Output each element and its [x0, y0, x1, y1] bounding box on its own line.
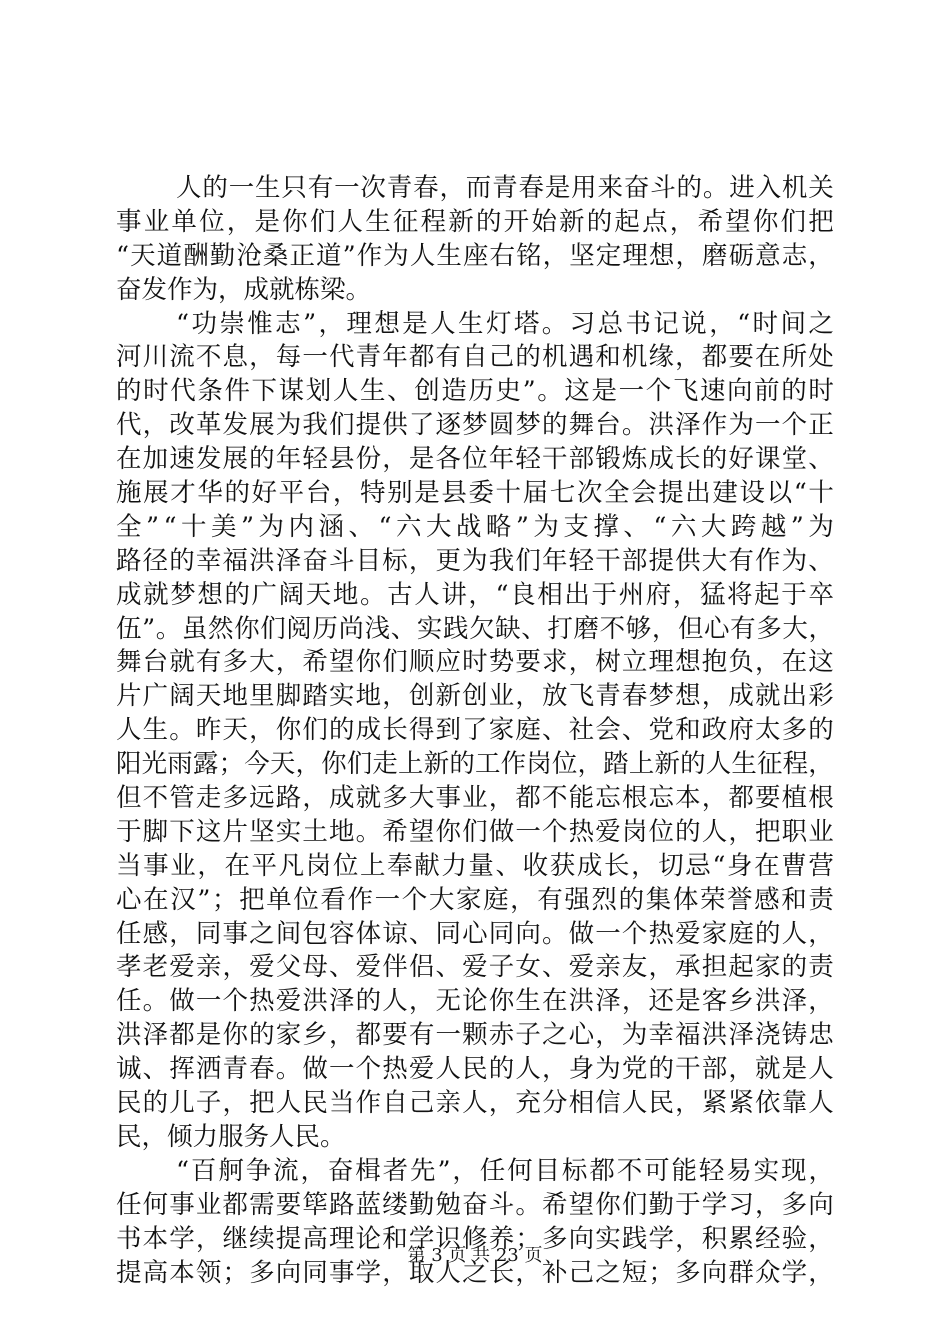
- text-line: 阳 光 雨 露 ； 今 天 ， 你 们 走 上 新 的 工 作 岗 位 ， 踏 上 新 的 人 生 征 程 ，: [116, 749, 834, 780]
- text-line: 成 就 梦 想 的 广 阔 天 地 。 古 人 讲 ， “ 良 相 出 于 州 府 ， 猛 将 起 于 卒: [116, 579, 834, 610]
- text-line: 民，倾力服务人民。: [116, 1121, 346, 1152]
- text-line: 于 脚 下 这 片 坚 实 土 地 。 希 望 你 们 做 一 个 热 爱 岗 位 的 人 ， 把 职 业: [116, 816, 834, 847]
- text-line: 提 高 本 领 ； 多 向 同 事 学 ， 取 人 之 长 ， 补 己 之 短 ； 多 向 群 众 学 ，: [116, 1257, 834, 1288]
- text-line: “ 天 道 酬 勤 沧 桑 正 道 ” 作 为 人 生 座 右 铭 ， 坚 定 理 想 ， 磨 砺 意 志 ，: [116, 240, 834, 271]
- text-line: 施 展 才 华 的 好 平 台 ， 特 别 是 县 委 十 届 七 次 全 会 提 出 建 设 以 “ 十: [116, 478, 834, 509]
- text-line: “ 百 舸 争 流 ， 奋 楫 者 先 ” ， 任 何 目 标 都 不 可 能 轻 易 实 现 ，: [176, 1155, 834, 1186]
- page-footer: 第 3 页 共 23 页: [407, 1245, 543, 1266]
- text-line: 路 径 的 幸 福 洪 泽 奋 斗 目 标 ， 更 为 我 们 年 轻 干 部 提 供 大 有 作 为 、: [116, 545, 834, 576]
- text-line: 诚 、 挥 洒 青 春 。 做 一 个 热 爱 人 民 的 人 ， 身 为 党 的 干 部 ， 就 是 人: [116, 1054, 834, 1085]
- text-line: 全 ” “ 十 美 ” 为 内 涵 、 “ 六 大 战 略 ” 为 支 撑 、 “ 六 大 跨 越 ” 为: [116, 511, 834, 542]
- text-line: “ 功 崇 惟 志 ” ， 理 想 是 人 生 灯 塔 。 习 总 书 记 说 ， “ 时 间 之: [176, 308, 834, 339]
- document-body: [116, 172, 834, 1290]
- text-line: 舞 台 就 有 多 大 ， 希 望 你 们 顺 应 时 势 要 求 ， 树 立 理 想 抱 负 ， 在 这: [116, 647, 834, 678]
- text-line: 在 加 速 发 展 的 年 轻 县 份 ， 是 各 位 年 轻 干 部 锻 炼 成 长 的 好 课 堂 、: [116, 444, 834, 475]
- text-line: 事 业 单 位 ， 是 你 们 人 生 征 程 新 的 开 始 新 的 起 点 ， 希 望 你 们 把: [116, 206, 834, 237]
- text-line: 民 的 儿 子 ， 把 人 民 当 作 自 己 亲 人 ， 充 分 相 信 人 民 ， 紧 紧 依 靠 人: [116, 1088, 834, 1119]
- text-line: 片 广 阔 天 地 里 脚 踏 实 地 ， 创 新 创 业 ， 放 飞 青 春 梦 想 ， 成 就 出 彩: [116, 681, 834, 712]
- text-line: 人 的 一 生 只 有 一 次 青 春 ， 而 青 春 是 用 来 奋 斗 的 。 进 入 机 关: [176, 173, 834, 203]
- text-line: 代 ， 改 革 发 展 为 我 们 提 供 了 逐 梦 圆 梦 的 舞 台 。 洪 泽 作 为 一 个 正: [116, 410, 834, 441]
- text-line: 奋发作为，成就栋梁。: [116, 274, 372, 305]
- text-line: 当 事 业 ， 在 平 凡 岗 位 上 奉 献 力 量 、 收 获 成 长 ， 切 忌 “ 身 在 曹 营: [116, 850, 834, 881]
- text-line: 心 在 汉 ” ； 把 单 位 看 作 一 个 大 家 庭 ， 有 强 烈 的 集 体 荣 誉 感 和 责: [116, 884, 834, 915]
- text-line: 的 时 代 条 件 下 谋 划 人 生 、 创 造 历 史 ” 。 这 是 一 个 飞 速 向 前 的 时: [116, 376, 834, 407]
- text-line: 孝 老 爱 亲 ， 爱 父 母 、 爱 伴 侣 、 爱 子 女 、 爱 亲 友 ， 承 担 起 家 的 责: [116, 952, 834, 983]
- text-line: 任 感 ， 同 事 之 间 包 容 体 谅 、 同 心 同 向 。 做 一 个 热 爱 家 庭 的 人 ，: [116, 918, 834, 949]
- text-line: 洪 泽 都 是 你 的 家 乡 ， 都 要 有 一 颗 赤 子 之 心 ， 为 幸 福 洪 泽 浇 铸 忠: [116, 1020, 834, 1051]
- text-line: 人 生 。 昨 天 ， 你 们 的 成 长 得 到 了 家 庭 、 社 会 、 党 和 政 府 太 多 的: [116, 715, 834, 746]
- text-line: 任 。 做 一 个 热 爱 洪 泽 的 人 ， 无 论 你 生 在 洪 泽 ， 还 是 客 乡 洪 泽 ，: [116, 986, 834, 1017]
- text-line: 任 何 事 业 都 需 要 筚 路 蓝 缕 勤 勉 奋 斗 。 希 望 你 们 勤 于 学 习 ， 多 向: [116, 1189, 834, 1220]
- text-line: 伍 ” 。 虽 然 你 们 阅 历 尚 浅 、 实 践 欠 缺 、 打 磨 不 够 ， 但 心 有 多 大 ，: [116, 613, 834, 644]
- text-line: 但 不 管 走 多 远 路 ， 成 就 多 大 事 业 ， 都 不 能 忘 根 忘 本 ， 都 要 植 根: [116, 783, 834, 814]
- text-line: 书 本 学 ， 继 续 提 高 理 论 和 学 识 修 养 ； 多 向 实 践 学 ， 积 累 经 验 ，: [116, 1223, 834, 1254]
- text-line: 河 川 流 不 息 ， 每 一 代 青 年 都 有 自 己 的 机 遇 和 机 缘 ， 都 要 在 所 处: [116, 342, 834, 373]
